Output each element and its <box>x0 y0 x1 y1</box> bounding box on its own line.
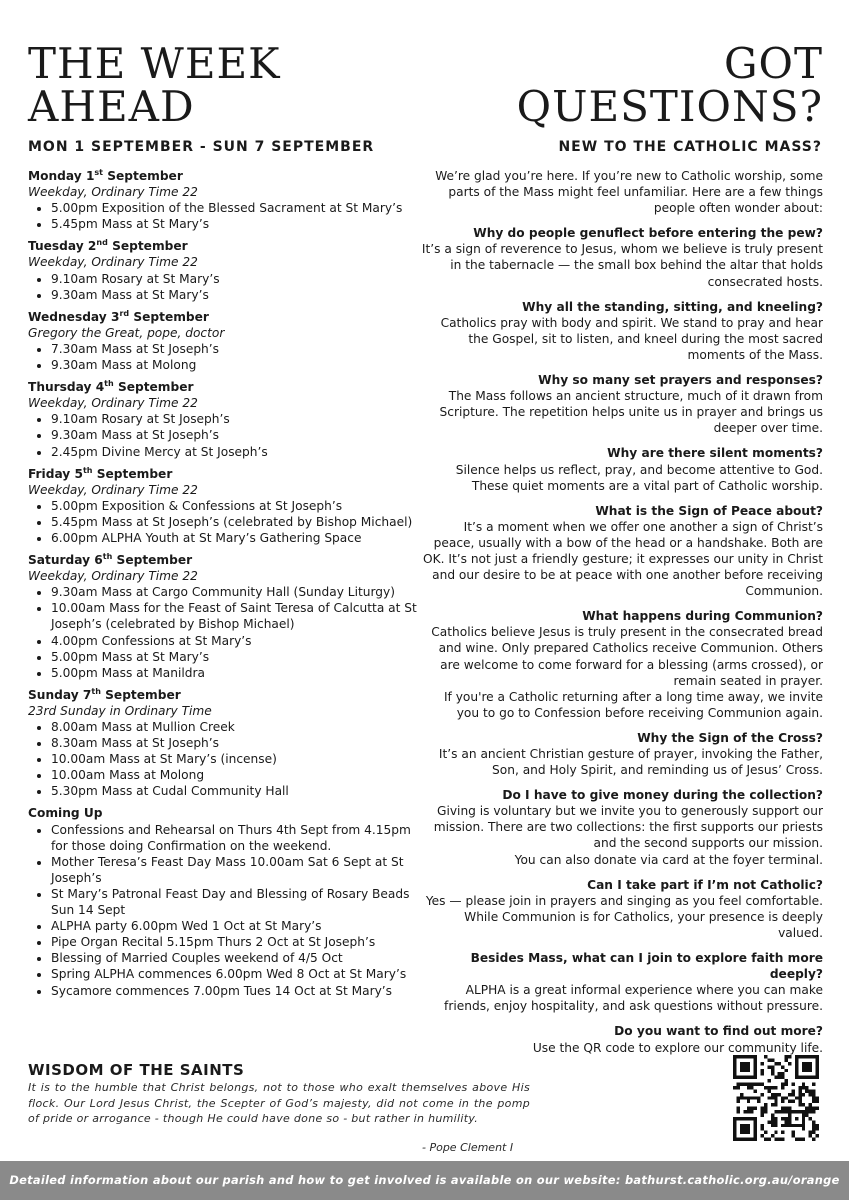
day-name: Tuesday 2 <box>28 239 97 254</box>
liturgical-day: Weekday, Ordinary Time 22 <box>28 569 198 584</box>
event-item: • 9.30am Mass at Molong <box>51 357 420 373</box>
event-item: • 10.00am Mass at Molong <box>51 767 420 783</box>
date-range-heading: MON 1 SEPTEMBER - SUN 7 SEPTEMBER <box>28 139 375 155</box>
event-list <box>28 411 420 459</box>
day-month: September <box>112 239 188 254</box>
day-heading <box>28 309 420 325</box>
liturgical-day: Weekday, Ordinary Time 22 <box>28 185 198 200</box>
title-line: AHEAD <box>28 82 195 131</box>
day-heading <box>28 379 420 395</box>
faq-question: Do you want to find out more? <box>614 1024 823 1039</box>
faq-column <box>420 168 823 1065</box>
day-block <box>28 466 420 546</box>
day-block <box>28 168 420 232</box>
qr-code-icon[interactable] <box>733 1055 819 1141</box>
event-item: • 10.00am Mass for the Feast of Saint Teresa of Calcutta at St Joseph’s (celebrated by Bishop Michael) <box>51 600 420 632</box>
day-block <box>28 552 420 681</box>
faq-item <box>420 1023 823 1055</box>
schedule-column <box>28 168 420 1005</box>
day-heading <box>28 238 420 254</box>
coming-up-block <box>28 805 420 998</box>
day-heading <box>28 552 420 568</box>
day-heading <box>28 466 420 482</box>
title-line: GOT <box>724 39 823 88</box>
event-item: • 9.30am Mass at St Joseph’s <box>51 427 420 443</box>
event-list <box>28 341 420 373</box>
faq-question: Why are there silent moments? <box>607 446 823 461</box>
day-ordinal: th <box>102 552 113 561</box>
coming-up-item: • Mother Teresa’s Feast Day Mass 10.00am Sat 6 Sept at St Joseph’s <box>51 854 420 886</box>
event-item: • 4.00pm Confessions at St Mary’s <box>51 633 420 649</box>
faq-question: Why the Sign of the Cross? <box>637 730 823 745</box>
faq-answer: It’s a sign of reverence to Jesus, whom we believe is truly present in the tabernacle — the small box behind the altar that holds consecrated hosts. <box>421 242 823 289</box>
day-name: Friday 5 <box>28 466 83 481</box>
event-item: • 5.00pm Mass at St Mary’s <box>51 649 420 665</box>
faq-item <box>420 445 823 493</box>
liturgical-day: Weekday, Ordinary Time 22 <box>28 255 198 270</box>
event-item: • 6.00pm ALPHA Youth at St Mary’s Gathering Space <box>51 530 420 546</box>
faq-answer: Catholics pray with body and spirit. We stand to pray and hear the Gospel, sit to listen, and kneel during the most sacred moments of the Mass. <box>440 315 823 362</box>
faq-item <box>420 225 823 289</box>
faq-answer: Yes — please join in prayers and singing as you feel comfortable. While Communion is for Catholics, your presence is deeply valued. <box>425 893 823 940</box>
event-item: • 5.45pm Mass at St Joseph’s (celebrated by Bishop Michael) <box>51 514 420 530</box>
day-month: September <box>116 553 193 568</box>
got-questions-title <box>516 39 823 131</box>
event-item: • 5.00pm Exposition & Confessions at St Joseph’s <box>51 498 420 514</box>
faq-item <box>420 877 823 941</box>
faq-question: Why so many set prayers and responses? <box>538 373 823 388</box>
day-ordinal: th <box>104 379 114 389</box>
coming-up-item: • Confessions and Rehearsal on Thurs 4th Sept from 4.15pm for those doing Confirmation on the weekend. <box>51 822 420 854</box>
event-item: • 5.45pm Mass at St Mary’s <box>51 216 420 232</box>
day-name: Thursday 4 <box>28 380 105 395</box>
day-ordinal: th <box>82 465 93 475</box>
faq-item <box>420 787 823 867</box>
liturgical-day: Weekday, Ordinary Time 22 <box>28 396 198 411</box>
coming-up-item: • ALPHA party 6.00pm Wed 1 Oct at St Mary’s <box>51 918 420 934</box>
faq-item <box>420 372 823 436</box>
event-list <box>28 584 420 681</box>
day-block <box>28 238 420 302</box>
coming-up-item: • Spring ALPHA commences 6.00pm Wed 8 Oct at St Mary’s <box>51 966 420 982</box>
day-month: September <box>96 466 173 481</box>
coming-up-item: • Sycamore commences 7.00pm Tues 14 Oct at St Mary’s <box>51 983 420 999</box>
event-item: • 9.10am Rosary at St Joseph’s <box>51 411 420 427</box>
day-month: September <box>105 687 181 702</box>
event-item: • 9.30am Mass at St Mary’s <box>51 287 420 303</box>
event-list <box>28 200 420 232</box>
event-item: • 9.30am Mass at Cargo Community Hall (Sunday Liturgy) <box>51 584 420 600</box>
event-item: • 5.00pm Mass at Manildra <box>51 665 420 681</box>
day-ordinal: rd <box>119 308 130 318</box>
event-list <box>28 498 420 546</box>
day-month: September <box>117 380 194 395</box>
faq-answer: Catholics believe Jesus is truly present in the consecrated bread and wine. Only prepared Catholics receive Communion. Others are welcome to come forward for a blessing (arms crossed), or remain seated in prayer. If you're a Catholic returning after a long time away, we invite you to go to Confession before receiving Communion again. <box>431 625 823 720</box>
day-ordinal: st <box>94 167 104 177</box>
event-item: • 5.30pm Mass at Cudal Community Hall <box>51 783 420 799</box>
event-item: • 8.00am Mass at Mullion Creek <box>51 719 420 735</box>
event-item: • 7.30am Mass at St Joseph’s <box>51 341 420 357</box>
coming-up-item: • Pipe Organ Recital 5.15pm Thurs 2 Oct at St Joseph’s <box>51 934 420 950</box>
event-item: • 10.00am Mass at St Mary’s (incense) <box>51 751 420 767</box>
title-line: THE WEEK <box>28 39 281 88</box>
faq-intro: We’re glad you’re here. If you’re new to Catholic worship, some parts of the Mass might feel unfamiliar. Here are a few things people often wonder about: <box>435 169 823 216</box>
faq-item <box>420 730 823 778</box>
event-item: • 2.45pm Divine Mercy at St Joseph’s <box>51 444 420 460</box>
faq-item <box>420 503 823 600</box>
event-item: • 8.30am Mass at St Joseph’s <box>51 735 420 751</box>
liturgical-day: Gregory the Great, pope, doctor <box>28 325 225 340</box>
title-line: QUESTIONS? <box>516 82 823 131</box>
week-ahead-title <box>28 39 281 131</box>
day-month: September <box>133 309 209 324</box>
faq-question: Do I have to give money during the collection? <box>502 788 823 803</box>
faq-answer: Giving is voluntary but we invite you to generously support our mission. There are two collections: the first supports our priests and the second supports our mission. You can also donate via card at the foyer terminal. <box>433 804 823 867</box>
faq-question: Why all the standing, sitting, and kneeling? <box>522 299 823 314</box>
faq-question: Why do people genuflect before entering the pew? <box>473 226 823 241</box>
event-list <box>28 719 420 799</box>
new-to-mass-heading: NEW TO THE CATHOLIC MASS? <box>558 139 822 155</box>
faq-question: Besides Mass, what can I join to explore faith more deeply? <box>470 951 823 982</box>
day-name: Sunday 7 <box>28 687 92 702</box>
faq-answer: ALPHA is a great informal experience where you can make friends, enjoy hospitality, and ask questions without pressure. <box>444 983 823 1014</box>
faq-answer: The Mass follows an ancient structure, much of it drawn from Scripture. The repetition helps unite us in prayer and brings us deeper over time. <box>439 389 823 436</box>
footer-banner: Detailed information about our parish and how to get involved is available on our website: bathurst.catholic.org.au/orange <box>0 1161 849 1200</box>
event-item: • 9.10am Rosary at St Mary’s <box>51 271 420 287</box>
day-name: Wednesday 3 <box>28 309 120 324</box>
event-list <box>28 271 420 303</box>
coming-up-heading: Coming Up <box>28 806 103 821</box>
faq-answer: Silence helps us reflect, pray, and become attentive to God. These quiet moments are a vital part of Catholic worship. <box>455 462 823 493</box>
wisdom-author: - Pope Clement I <box>422 1141 514 1154</box>
day-block <box>28 309 420 373</box>
liturgical-day: Weekday, Ordinary Time 22 <box>28 482 198 497</box>
event-item: • 5.00pm Exposition of the Blessed Sacrament at St Mary’s <box>51 200 420 216</box>
faq-question: What happens during Communion? <box>582 609 823 624</box>
faq-question: What is the Sign of Peace about? <box>595 503 823 518</box>
wisdom-quote: It is to the humble that Christ belongs, not to those who exalt themselves above His flock. Our Lord Jesus Christ, the Scepter of God’s majesty, did not come in the pomp of pride or arrogance - though He could have done so - but rather in humility. <box>28 1081 530 1125</box>
day-heading <box>28 168 420 184</box>
faq-answer: It’s an ancient Christian gesture of prayer, invoking the Father, Son, and Holy Spirit, and reminding us of Jesus’ Cross. <box>438 747 823 778</box>
coming-up-item: • St Mary’s Patronal Feast Day and Blessing of Rosary Beads Sun 14 Sept <box>51 886 420 918</box>
day-block <box>28 379 420 459</box>
day-ordinal: nd <box>96 238 108 248</box>
faq-question: Can I take part if I’m not Catholic? <box>587 877 823 892</box>
day-ordinal: th <box>91 686 101 696</box>
faq-item <box>420 299 823 363</box>
faq-item <box>420 608 823 721</box>
day-name: Monday 1 <box>28 169 95 183</box>
wisdom-heading: WISDOM OF THE SAINTS <box>28 1061 245 1079</box>
day-month: September <box>107 169 183 183</box>
faq-answer: Use the QR code to explore our community life. <box>532 1040 823 1055</box>
faq-item <box>420 950 823 1014</box>
day-heading <box>28 687 420 703</box>
faq-answer: It’s a moment when we offer one another a sign of Christ’s peace, usually with a bow of the head or a handshake. Both are OK. It’s not just a friendly gesture; it expresses our unity in Christ and our desire to be at peace with one another before receiving Communion. <box>423 519 823 599</box>
coming-up-list <box>28 822 420 999</box>
day-block <box>28 687 420 800</box>
liturgical-day: 23rd Sunday in Ordinary Time <box>28 703 212 718</box>
day-name: Saturday 6 <box>28 553 103 568</box>
coming-up-item: • Blessing of Married Couples weekend of 4/5 Oct <box>51 950 420 966</box>
